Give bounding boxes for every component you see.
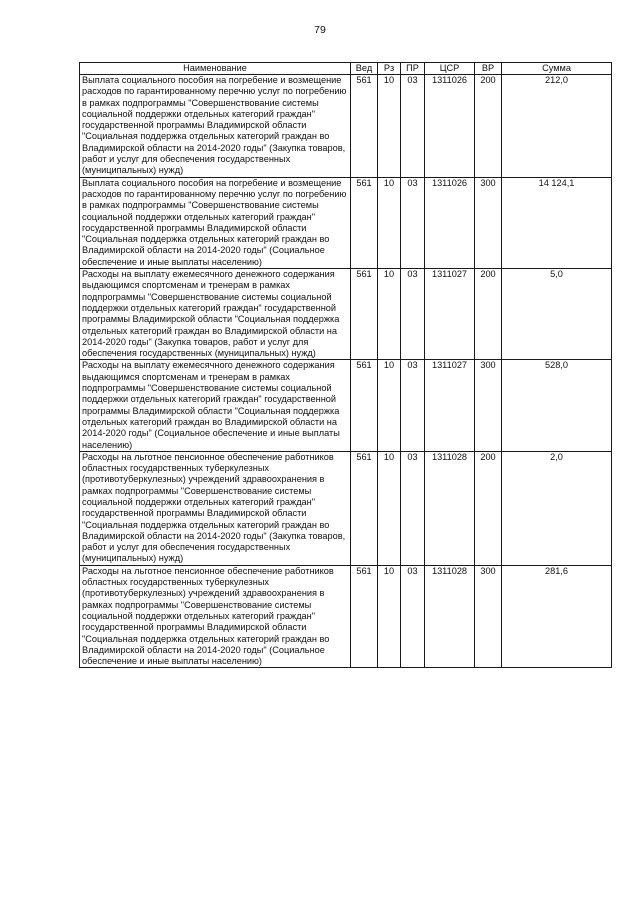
header-sum: Сумма bbox=[502, 63, 612, 75]
header-csr: ЦСР bbox=[425, 63, 475, 75]
cell-name: Выплата социального пособия на погребение и возмещение расходов по гарантированному перечню услуг по погребению в рамках подпрограммы "Совершенствование системы социальной поддержки отдельных категорий граждан" государственной программы Владимирской области "Социальная поддержка отдельных категорий граждан во Владимирской области на 2014-2020 годы" (Социальное обеспечение и иные выплаты населению) bbox=[80, 177, 351, 268]
header-rz: Рз bbox=[378, 63, 401, 75]
cell-csr: 1311026 bbox=[425, 75, 475, 178]
table-row bbox=[80, 177, 612, 268]
cell-vr: 200 bbox=[475, 75, 502, 178]
cell-rz: 10 bbox=[378, 75, 401, 178]
cell-csr: 1311026 bbox=[425, 177, 475, 268]
header-row bbox=[80, 63, 612, 75]
cell-sum: 212,0 bbox=[502, 75, 612, 178]
cell-csr: 1311028 bbox=[425, 565, 475, 668]
cell-pr: 03 bbox=[401, 269, 425, 360]
header-vr: ВР bbox=[475, 63, 502, 75]
table-row bbox=[80, 269, 612, 360]
cell-pr: 03 bbox=[401, 360, 425, 451]
cell-vr: 300 bbox=[475, 177, 502, 268]
cell-rz: 10 bbox=[378, 451, 401, 565]
cell-pr: 03 bbox=[401, 451, 425, 565]
cell-pr: 03 bbox=[401, 565, 425, 668]
cell-vr: 200 bbox=[475, 451, 502, 565]
cell-sum: 2,0 bbox=[502, 451, 612, 565]
budget-table bbox=[79, 62, 612, 668]
cell-sum: 5,0 bbox=[502, 269, 612, 360]
cell-ved: 561 bbox=[351, 451, 378, 565]
table-row bbox=[80, 451, 612, 565]
cell-sum: 14 124,1 bbox=[502, 177, 612, 268]
cell-ved: 561 bbox=[351, 75, 378, 178]
cell-rz: 10 bbox=[378, 177, 401, 268]
table-body bbox=[80, 75, 612, 668]
cell-csr: 1311027 bbox=[425, 360, 475, 451]
cell-name: Расходы на льготное пенсионное обеспечение работников областных государственных туберкулезных (противотуберкулезных) учреждений здравоохранения в рамках подпрограммы "Совершенствование системы социальной поддержки отдельных категорий граждан" государственной программы Владимирской области "Социальная поддержка отдельных категорий граждан во Владимирской области на 2014-2020 годы" (Закупка товаров, работ и услуг для обеспечения государственных (муниципальных) нужд) bbox=[80, 451, 351, 565]
header-pr: ПР bbox=[401, 63, 425, 75]
cell-vr: 200 bbox=[475, 269, 502, 360]
header-ved: Вед bbox=[351, 63, 378, 75]
cell-name: Расходы на выплату ежемесячного денежного содержания выдающимся спортсменам и тренерам в рамках подпрограммы "Совершенствование системы социальной поддержки отдельных категорий граждан" государственной программы Владимирской области "Социальная поддержка отдельных категорий граждан во Владимирской области на 2014-2020 годы" (Закупка товаров, работ и услуг для обеспечения государственных (муниципальных) нужд) bbox=[80, 269, 351, 360]
cell-csr: 1311028 bbox=[425, 451, 475, 565]
cell-rz: 10 bbox=[378, 269, 401, 360]
table-row bbox=[80, 565, 612, 668]
cell-name: Расходы на льготное пенсионное обеспечение работников областных государственных туберкулезных (противотуберкулезных) учреждений здравоохранения в рамках подпрограммы "Совершенствование системы социальной поддержки отдельных категорий граждан" государственной программы Владимирской области "Социальная поддержка отдельных категорий граждан во Владимирской области на 2014-2020 годы" (Социальное обеспечение и иные выплаты населению) bbox=[80, 565, 351, 668]
table-row bbox=[80, 75, 612, 178]
cell-ved: 561 bbox=[351, 177, 378, 268]
cell-rz: 10 bbox=[378, 360, 401, 451]
cell-sum: 281,6 bbox=[502, 565, 612, 668]
cell-vr: 300 bbox=[475, 565, 502, 668]
cell-csr: 1311027 bbox=[425, 269, 475, 360]
cell-rz: 10 bbox=[378, 565, 401, 668]
cell-ved: 561 bbox=[351, 269, 378, 360]
cell-name: Расходы на выплату ежемесячного денежного содержания выдающимся спортсменам и тренерам в рамках подпрограммы "Совершенствование системы социальной поддержки отдельных категорий граждан" государственной программы Владимирской области "Социальная поддержка отдельных категорий граждан во Владимирской области на 2014-2020 годы" (Социальное обеспечение и иные выплаты населению) bbox=[80, 360, 351, 451]
table-row bbox=[80, 360, 612, 451]
cell-pr: 03 bbox=[401, 75, 425, 178]
cell-sum: 528,0 bbox=[502, 360, 612, 451]
cell-name: Выплата социального пособия на погребение и возмещение расходов по гарантированному перечню услуг по погребению в рамках подпрограммы "Совершенствование системы социальной поддержки отдельных категорий граждан" государственной программы Владимирской области "Социальная поддержка отдельных категорий граждан во Владимирской области на 2014-2020 годы" (Закупка товаров, работ и услуг для обеспечения государственных (муниципальных) нужд) bbox=[80, 75, 351, 178]
cell-ved: 561 bbox=[351, 360, 378, 451]
cell-ved: 561 bbox=[351, 565, 378, 668]
table-header bbox=[80, 63, 612, 75]
cell-pr: 03 bbox=[401, 177, 425, 268]
cell-vr: 300 bbox=[475, 360, 502, 451]
page-number: 79 bbox=[314, 24, 326, 36]
header-name: Наименование bbox=[80, 63, 351, 75]
